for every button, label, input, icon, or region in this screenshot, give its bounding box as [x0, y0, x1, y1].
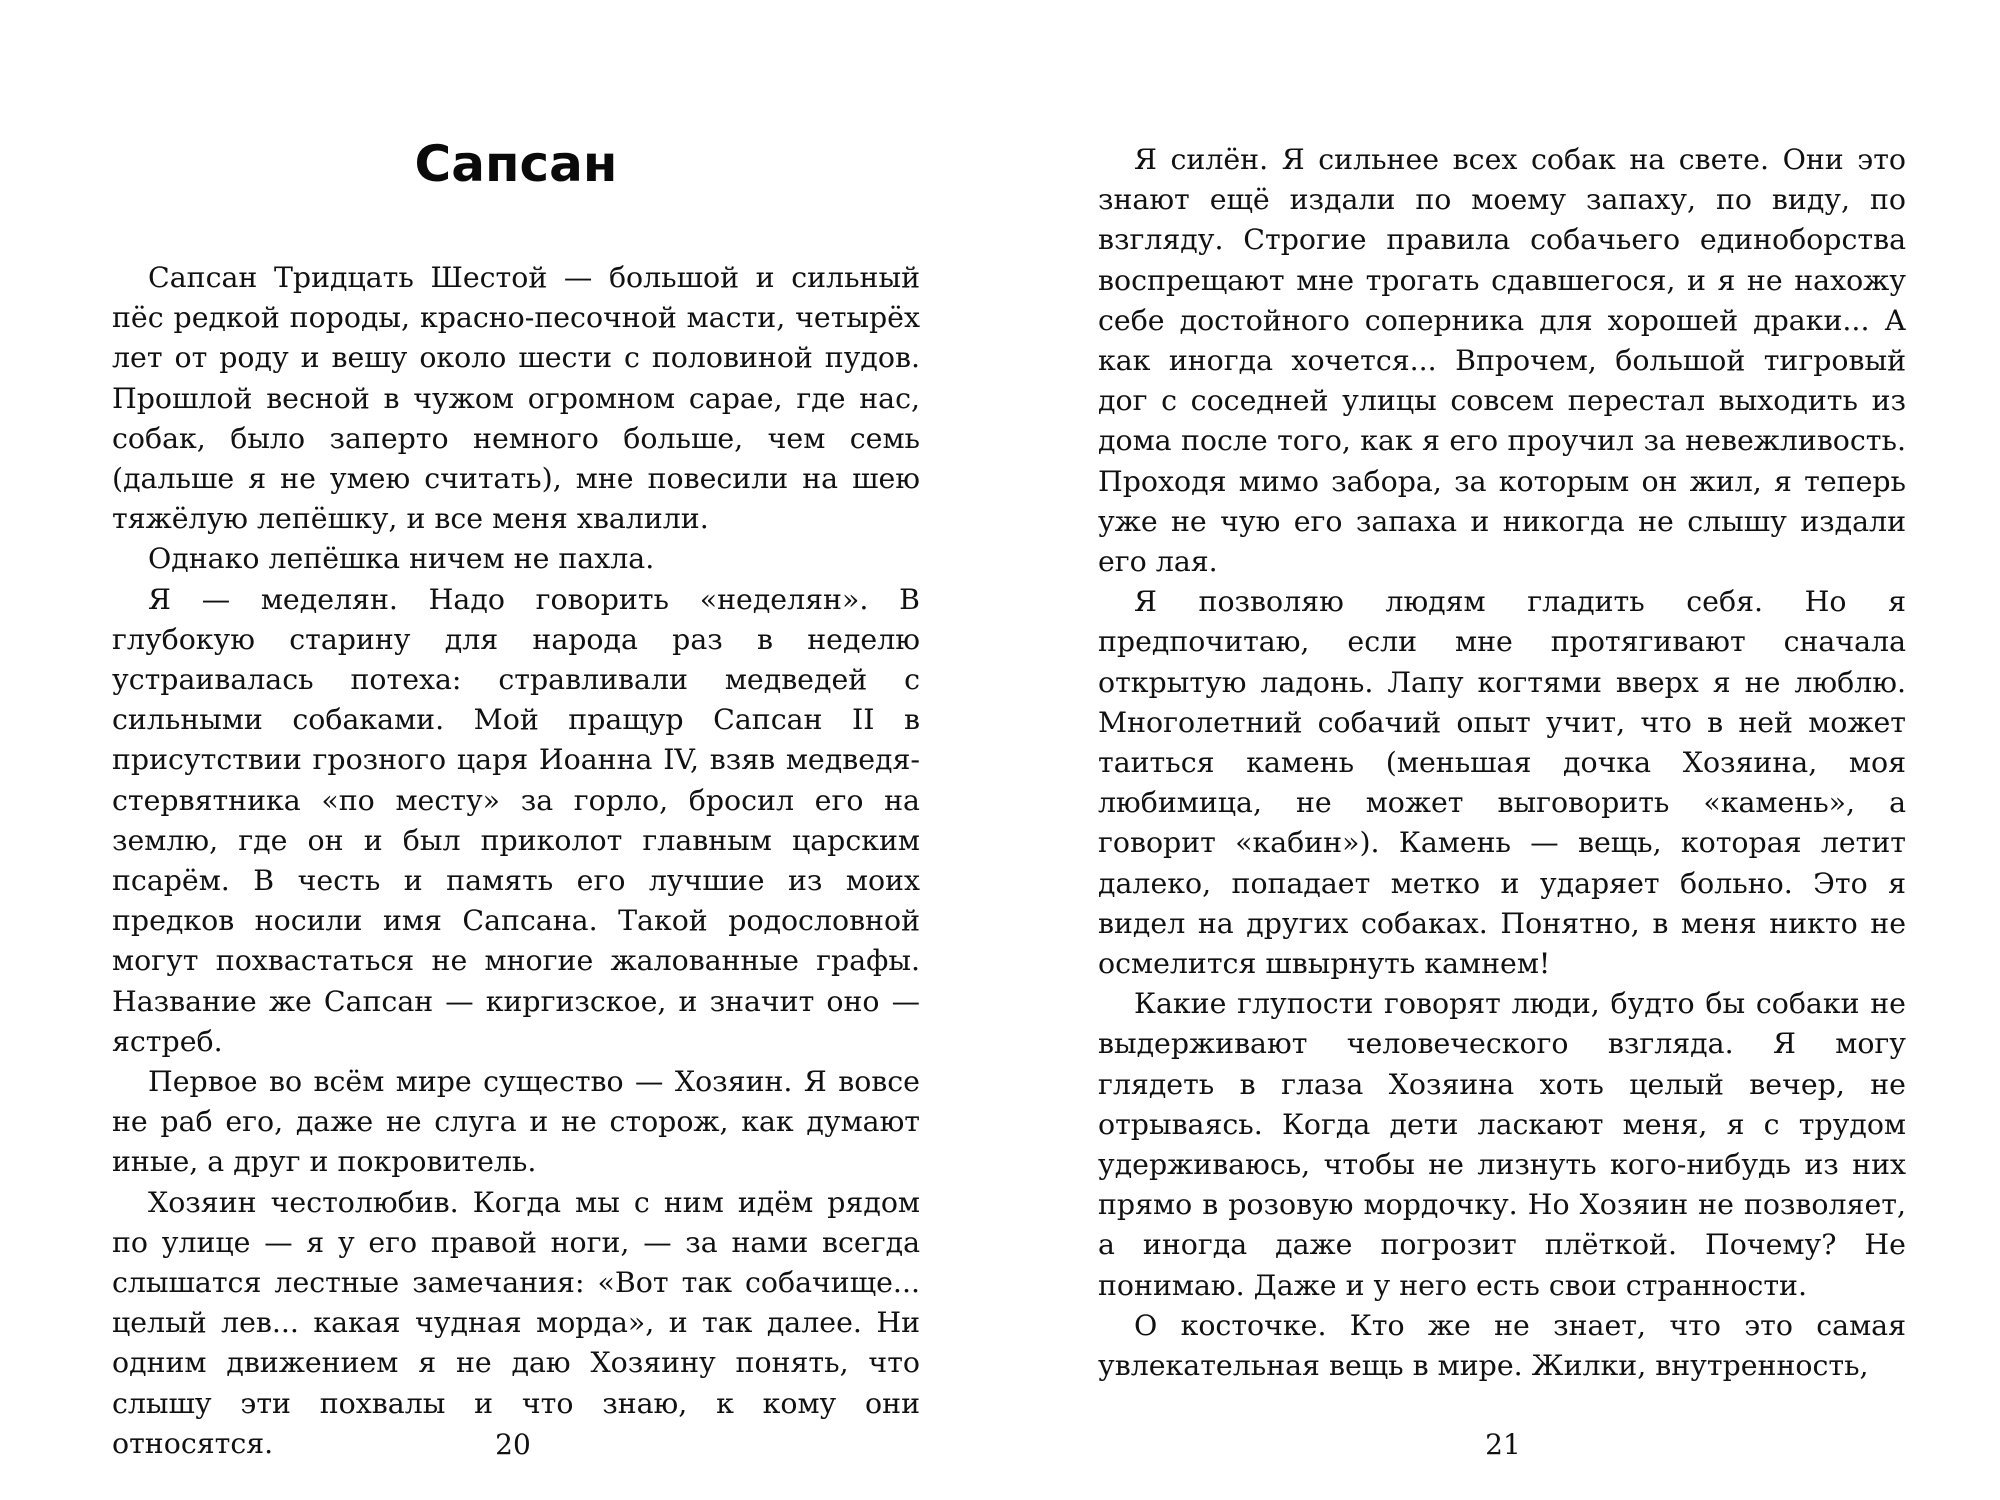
paragraph: Сапсан Тридцать Шестой — большой и сильный пёс редкой породы, красно-песочной масти, четырёх лет от роду и вешу около шести с половиной пудов. Прошлой весной в чужом огромном сарае, где нас, собак, было заперто немного больше, чем семь (дальше я не умею считать), мне повесили на шею тяжёлую лепёшку, и все меня хвалили. — [112, 261, 920, 536]
page-number-left: 20 — [495, 1428, 531, 1461]
right-page — [1000, 0, 2000, 1500]
paragraph: Я — меделян. Надо говорить «неделян». В глубокую старину для народа раз в неделю устраивалась потеха: стравливали медведей с сильными собаками. Мой пращур Сапсан II в присутствии грозного царя Иоанна IV, взяв медведя-стервятника «по месту» за горло, бросил его на землю, где он и был приколот главным царским псарём. В честь и память его лучшие из моих предков носили имя Сапсана. Такой родословной могут похвастаться не многие жалованные графы. Название же Сапсан — киргизское, и значит оно — ястреб. — [112, 582, 920, 1058]
paragraph: Первое во всём мире существо — Хозяин. Я вовсе не раб его, даже не слуга и не сторож, как думают иные, а друг и покровитель. — [112, 1065, 920, 1179]
paragraph: О косточке. Кто же не знает, что это самая увлекательная вещь в мире. Жилки, внутренность, — [1098, 1308, 1906, 1383]
paragraph: Я силён. Я сильнее всех собак на свете. Они это знают ещё издали по моему запаху, по виду, по взгляду. Строгие правила собачьего единоборства воспрещают мне трогать сдавшегося, и я не нахожу себе достойного соперника для хорошей драки... А как иногда хочется... Впрочем, большой тигровый дог с соседней улицы совсем перестал выходить из дома после того, как я его проучил за невежливость. Проходя мимо забора, за которым он жил, я теперь уже не чую его запаха и никогда не слышу издали его лая. — [1098, 143, 1906, 579]
right-page-text — [1098, 140, 1906, 1386]
chapter-title: Сапсан — [414, 135, 618, 193]
left-page-text — [112, 258, 920, 1464]
paragraph: Хозяин честолюбив. Когда мы с ним идём рядом по улице — я у его правой ноги, — за нами всегда слышатся лестные замечания: «Вот так собачище... целый лев... какая чудная морда», и так далее. Ни одним движением я не даю Хозяину понять, что слышу эти похвалы и что знаю, к кому они относятся. — [112, 1185, 920, 1460]
paragraph: Однако лепёшка ничем не пахла. — [148, 542, 655, 576]
page-number-right: 21 — [1485, 1428, 1521, 1461]
paragraph: Я позволяю людям гладить себя. Но я предпочитаю, если мне протягивают сначала открытую ладонь. Лапу когтями вверх я не люблю. Многолетний собачий опыт учит, что в ней может таиться камень (меньшая дочка Хозяина, моя любимица, не может выговорить «камень», а говорит «кабин»). Камень — вещь, которая летит далеко, попадает метко и ударяет больно. Это я видел на других собаках. Понятно, в меня никто не осмелится швырнуть камнем! — [1098, 585, 1906, 981]
paragraph: Какие глупости говорят люди, будто бы собаки не выдерживают человеческого взгляда. Я могу глядеть в глаза Хозяина хоть целый вечер, не отрываясь. Когда дети ласкают меня, я с трудом удерживаюсь, чтобы не лизнуть кого-нибудь из них прямо в розовую мордочку. Но Хозяин не позволяет, а иногда даже погрозит плёткой. Почему? Не понимаю. Даже и у него есть свои странности. — [1098, 987, 1906, 1302]
